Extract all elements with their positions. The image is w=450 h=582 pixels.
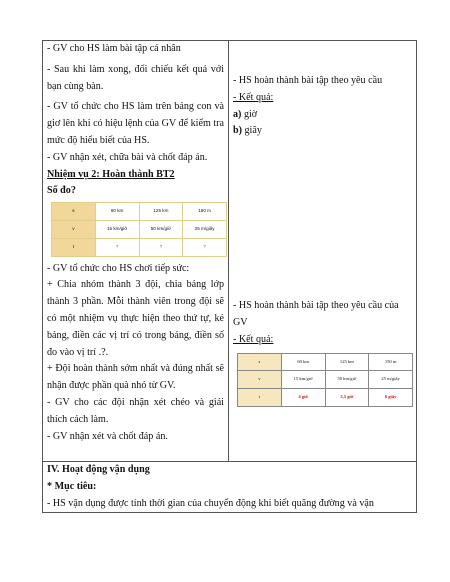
- answer-b: [233, 123, 412, 140]
- cell: 25 m/giây: [183, 220, 227, 238]
- cell: 6 giây: [369, 389, 413, 407]
- answer-row-v: [238, 371, 413, 389]
- student-result-2: - HS hoàn thành bài tập theo yêu cầu của GV: [233, 300, 399, 328]
- exercise-row-t: [52, 238, 227, 256]
- section-4-row: [43, 462, 417, 513]
- exercise-row-s: [52, 203, 227, 221]
- section-4-content: [43, 462, 416, 512]
- answer-b-label: b): [233, 125, 242, 137]
- result-label-1: - Kết quả:: [233, 91, 274, 103]
- result-label-2: - Kết quả:: [233, 333, 274, 345]
- cell: 50 km/giờ: [139, 220, 183, 238]
- exercise-row-v: [52, 220, 227, 238]
- cell: ?: [139, 238, 183, 256]
- cell: 15 km/giờ: [95, 220, 139, 238]
- teacher-step-8: - GV cho các đội nhận xét chéo và giải thích cách làm.: [47, 396, 224, 425]
- cell: 2,5 giờ: [325, 389, 369, 407]
- cell: 4 giờ: [281, 389, 325, 407]
- lesson-table: [42, 40, 417, 513]
- cell: t: [52, 238, 96, 256]
- answer-row-s: [238, 353, 413, 371]
- cell: 125 km: [139, 203, 183, 221]
- cell: 25 m/giây: [369, 371, 413, 389]
- section-4-title: IV. Hoạt động vận dụng: [47, 464, 150, 475]
- cell: 60 km: [95, 203, 139, 221]
- answer-b-value: giây: [241, 125, 262, 137]
- answer-table: [237, 353, 413, 407]
- student-content: [229, 41, 416, 461]
- section-4-goal: * Mục tiêu:: [47, 480, 97, 492]
- cell: 50 km/giờ: [325, 371, 369, 389]
- activity-row: [43, 41, 417, 462]
- cell: 150 m: [183, 203, 227, 221]
- exercise-table: [51, 202, 227, 256]
- task-2-title: Nhiệm vụ 2: Hoàn thành BT2: [47, 168, 175, 180]
- cell: s: [52, 203, 96, 221]
- student-column: [229, 41, 417, 462]
- cell: 60 km: [281, 353, 325, 371]
- cell: v: [52, 220, 96, 238]
- answer-a-label: a): [233, 108, 242, 120]
- teacher-step-2: - Sau khi làm xong, đối chiếu kết quả với bạn cùng bàn.: [47, 63, 224, 92]
- answer-a-value: giờ: [241, 108, 258, 120]
- cell: t: [238, 389, 282, 407]
- teacher-step-7: + Đội hoàn thành sớm nhất và đúng nhất sẽ nhận được phần quà nhỏ từ GV.: [47, 363, 224, 392]
- answer-row-t: [238, 389, 413, 407]
- answer-a: [233, 107, 412, 124]
- student-result-1: - HS hoàn thành bài tập theo yêu cầu: [233, 75, 383, 86]
- teacher-content: [43, 41, 228, 461]
- cell: 150 m: [369, 353, 413, 371]
- teacher-step-9: - GV nhận xét và chốt đáp án.: [47, 430, 168, 442]
- cell: v: [238, 371, 282, 389]
- cell: s: [238, 353, 282, 371]
- teacher-column: [43, 41, 229, 462]
- teacher-step-3: - GV tổ chức cho HS làm trên bảng con và giơ lên khi có hiệu lệnh của GV để kiểm tra mức độ hiểu biết của HS.: [47, 101, 224, 146]
- cell: 15 km/giờ: [281, 371, 325, 389]
- teacher-step-5: - GV tổ chức cho HS chơi tiếp sức:: [47, 262, 190, 274]
- teacher-step-4: - GV nhận xét, chữa bài và chốt đáp án.: [47, 151, 208, 163]
- teacher-step-1: - GV cho HS làm bài tập cá nhân: [47, 43, 181, 54]
- teacher-step-6: + Chia nhóm thành 3 đội, chia bảng lớp thành 3 phần. Mỗi thành viên trong đội sẽ có một nhiệm vụ thực hiện theo thứ tự, kẻ bảng, điền các vị trí có trong bảng, điền số đo vào vị trí .?.: [47, 279, 224, 358]
- cell: ?: [183, 238, 227, 256]
- section-4-text: - HS vận dụng được tính thời gian của chuyển động khi biết quãng đường và vận: [47, 497, 374, 509]
- cell: 125 km: [325, 353, 369, 371]
- lesson-plan-page: [42, 40, 414, 582]
- cell: ?: [95, 238, 139, 256]
- section-4-cell: [43, 462, 417, 513]
- task-2-subtitle: Số đo?: [47, 185, 76, 197]
